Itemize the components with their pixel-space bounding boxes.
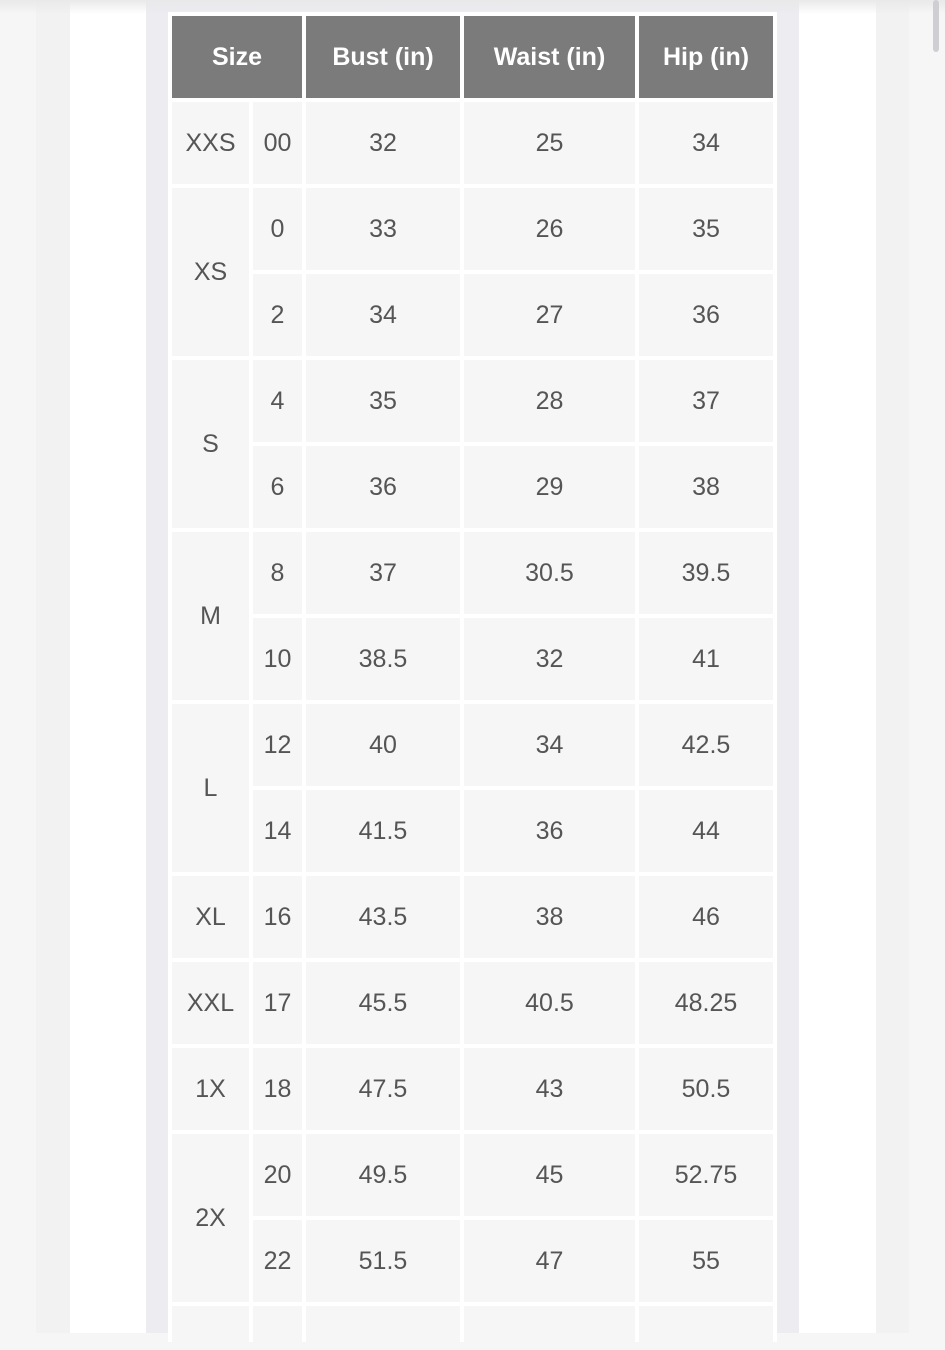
size-number-cell: 20	[253, 1134, 302, 1216]
size-number-cell: 2	[253, 274, 302, 356]
size-letter-cell: 1X	[172, 1048, 249, 1130]
bust-cell: 41.5	[306, 790, 460, 872]
scrollbar-thumb[interactable]	[933, 0, 939, 52]
header-row	[172, 16, 773, 98]
bust-cell: 45.5	[306, 962, 460, 1044]
hip-cell: 52.75	[639, 1134, 773, 1216]
waist-cell: 47	[464, 1220, 635, 1302]
waist-cell: 45	[464, 1134, 635, 1216]
bust-cell: 33	[306, 188, 460, 270]
bust-cell: 49.5	[306, 1134, 460, 1216]
size-number-cell: 18	[253, 1048, 302, 1130]
hip-cell: 37	[639, 360, 773, 442]
hip-cell: 50.5	[639, 1048, 773, 1130]
waist-cell: 36	[464, 790, 635, 872]
table-row	[172, 532, 773, 614]
bust-cell: 32	[306, 102, 460, 184]
waist-cell: 26	[464, 188, 635, 270]
bust-cell: 37	[306, 532, 460, 614]
table-row-partial	[172, 1306, 773, 1346]
size-number-cell: 17	[253, 962, 302, 1044]
hip-cell: 35	[639, 188, 773, 270]
table-row	[172, 360, 773, 442]
waist-cell: 28	[464, 360, 635, 442]
table-row	[172, 962, 773, 1044]
bust-cell: 38.5	[306, 618, 460, 700]
size-number-cell	[253, 1306, 302, 1346]
hip-cell: 48.25	[639, 962, 773, 1044]
bust-cell: 34	[306, 274, 460, 356]
hip-cell: 38	[639, 446, 773, 528]
size-letter-cell	[172, 1306, 249, 1346]
header-hip: Hip (in)	[639, 16, 773, 98]
header-bust: Bust (in)	[306, 16, 460, 98]
hip-cell: 46	[639, 876, 773, 958]
table-row	[172, 188, 773, 270]
waist-cell: 27	[464, 274, 635, 356]
table-row	[172, 274, 773, 356]
hip-cell: 42.5	[639, 704, 773, 786]
header-size: Size	[172, 16, 302, 98]
waist-cell: 32	[464, 618, 635, 700]
hip-cell: 34	[639, 102, 773, 184]
size-number-cell: 14	[253, 790, 302, 872]
waist-cell: 29	[464, 446, 635, 528]
bust-cell: 51.5	[306, 1220, 460, 1302]
size-number-cell: 10	[253, 618, 302, 700]
size-letter-cell: 2X	[172, 1134, 249, 1302]
table-row	[172, 618, 773, 700]
bust-cell: 40	[306, 704, 460, 786]
size-letter-cell: XL	[172, 876, 249, 958]
table-row	[172, 102, 773, 184]
size-number-cell: 22	[253, 1220, 302, 1302]
bust-cell	[306, 1306, 460, 1346]
size-letter-cell: L	[172, 704, 249, 872]
hip-cell: 44	[639, 790, 773, 872]
table-row	[172, 1220, 773, 1302]
size-number-cell: 16	[253, 876, 302, 958]
table-row	[172, 790, 773, 872]
size-letter-cell: XS	[172, 188, 249, 356]
size-number-cell: 00	[253, 102, 302, 184]
size-letter-cell: XXS	[172, 102, 249, 184]
size-number-cell: 12	[253, 704, 302, 786]
hip-cell	[639, 1306, 773, 1346]
table-row	[172, 876, 773, 958]
waist-cell: 34	[464, 704, 635, 786]
table-row	[172, 446, 773, 528]
hip-cell: 55	[639, 1220, 773, 1302]
waist-cell: 40.5	[464, 962, 635, 1044]
hip-cell: 36	[639, 274, 773, 356]
table-row	[172, 1048, 773, 1130]
hip-cell: 41	[639, 618, 773, 700]
bust-cell: 43.5	[306, 876, 460, 958]
table-row	[172, 704, 773, 786]
bust-cell: 35	[306, 360, 460, 442]
size-letter-cell: S	[172, 360, 249, 528]
waist-cell: 38	[464, 876, 635, 958]
hip-cell: 39.5	[639, 532, 773, 614]
size-number-cell: 8	[253, 532, 302, 614]
waist-cell: 25	[464, 102, 635, 184]
size-number-cell: 6	[253, 446, 302, 528]
waist-cell: 30.5	[464, 532, 635, 614]
table-row	[172, 1134, 773, 1216]
size-chart-table	[168, 12, 777, 1350]
bust-cell: 47.5	[306, 1048, 460, 1130]
size-letter-cell: M	[172, 532, 249, 700]
size-letter-cell: XXL	[172, 962, 249, 1044]
size-number-cell: 0	[253, 188, 302, 270]
bust-cell: 36	[306, 446, 460, 528]
waist-cell: 43	[464, 1048, 635, 1130]
size-number-cell: 4	[253, 360, 302, 442]
size-chart-wrapper	[168, 12, 777, 1342]
header-waist: Waist (in)	[464, 16, 635, 98]
waist-cell	[464, 1306, 635, 1346]
